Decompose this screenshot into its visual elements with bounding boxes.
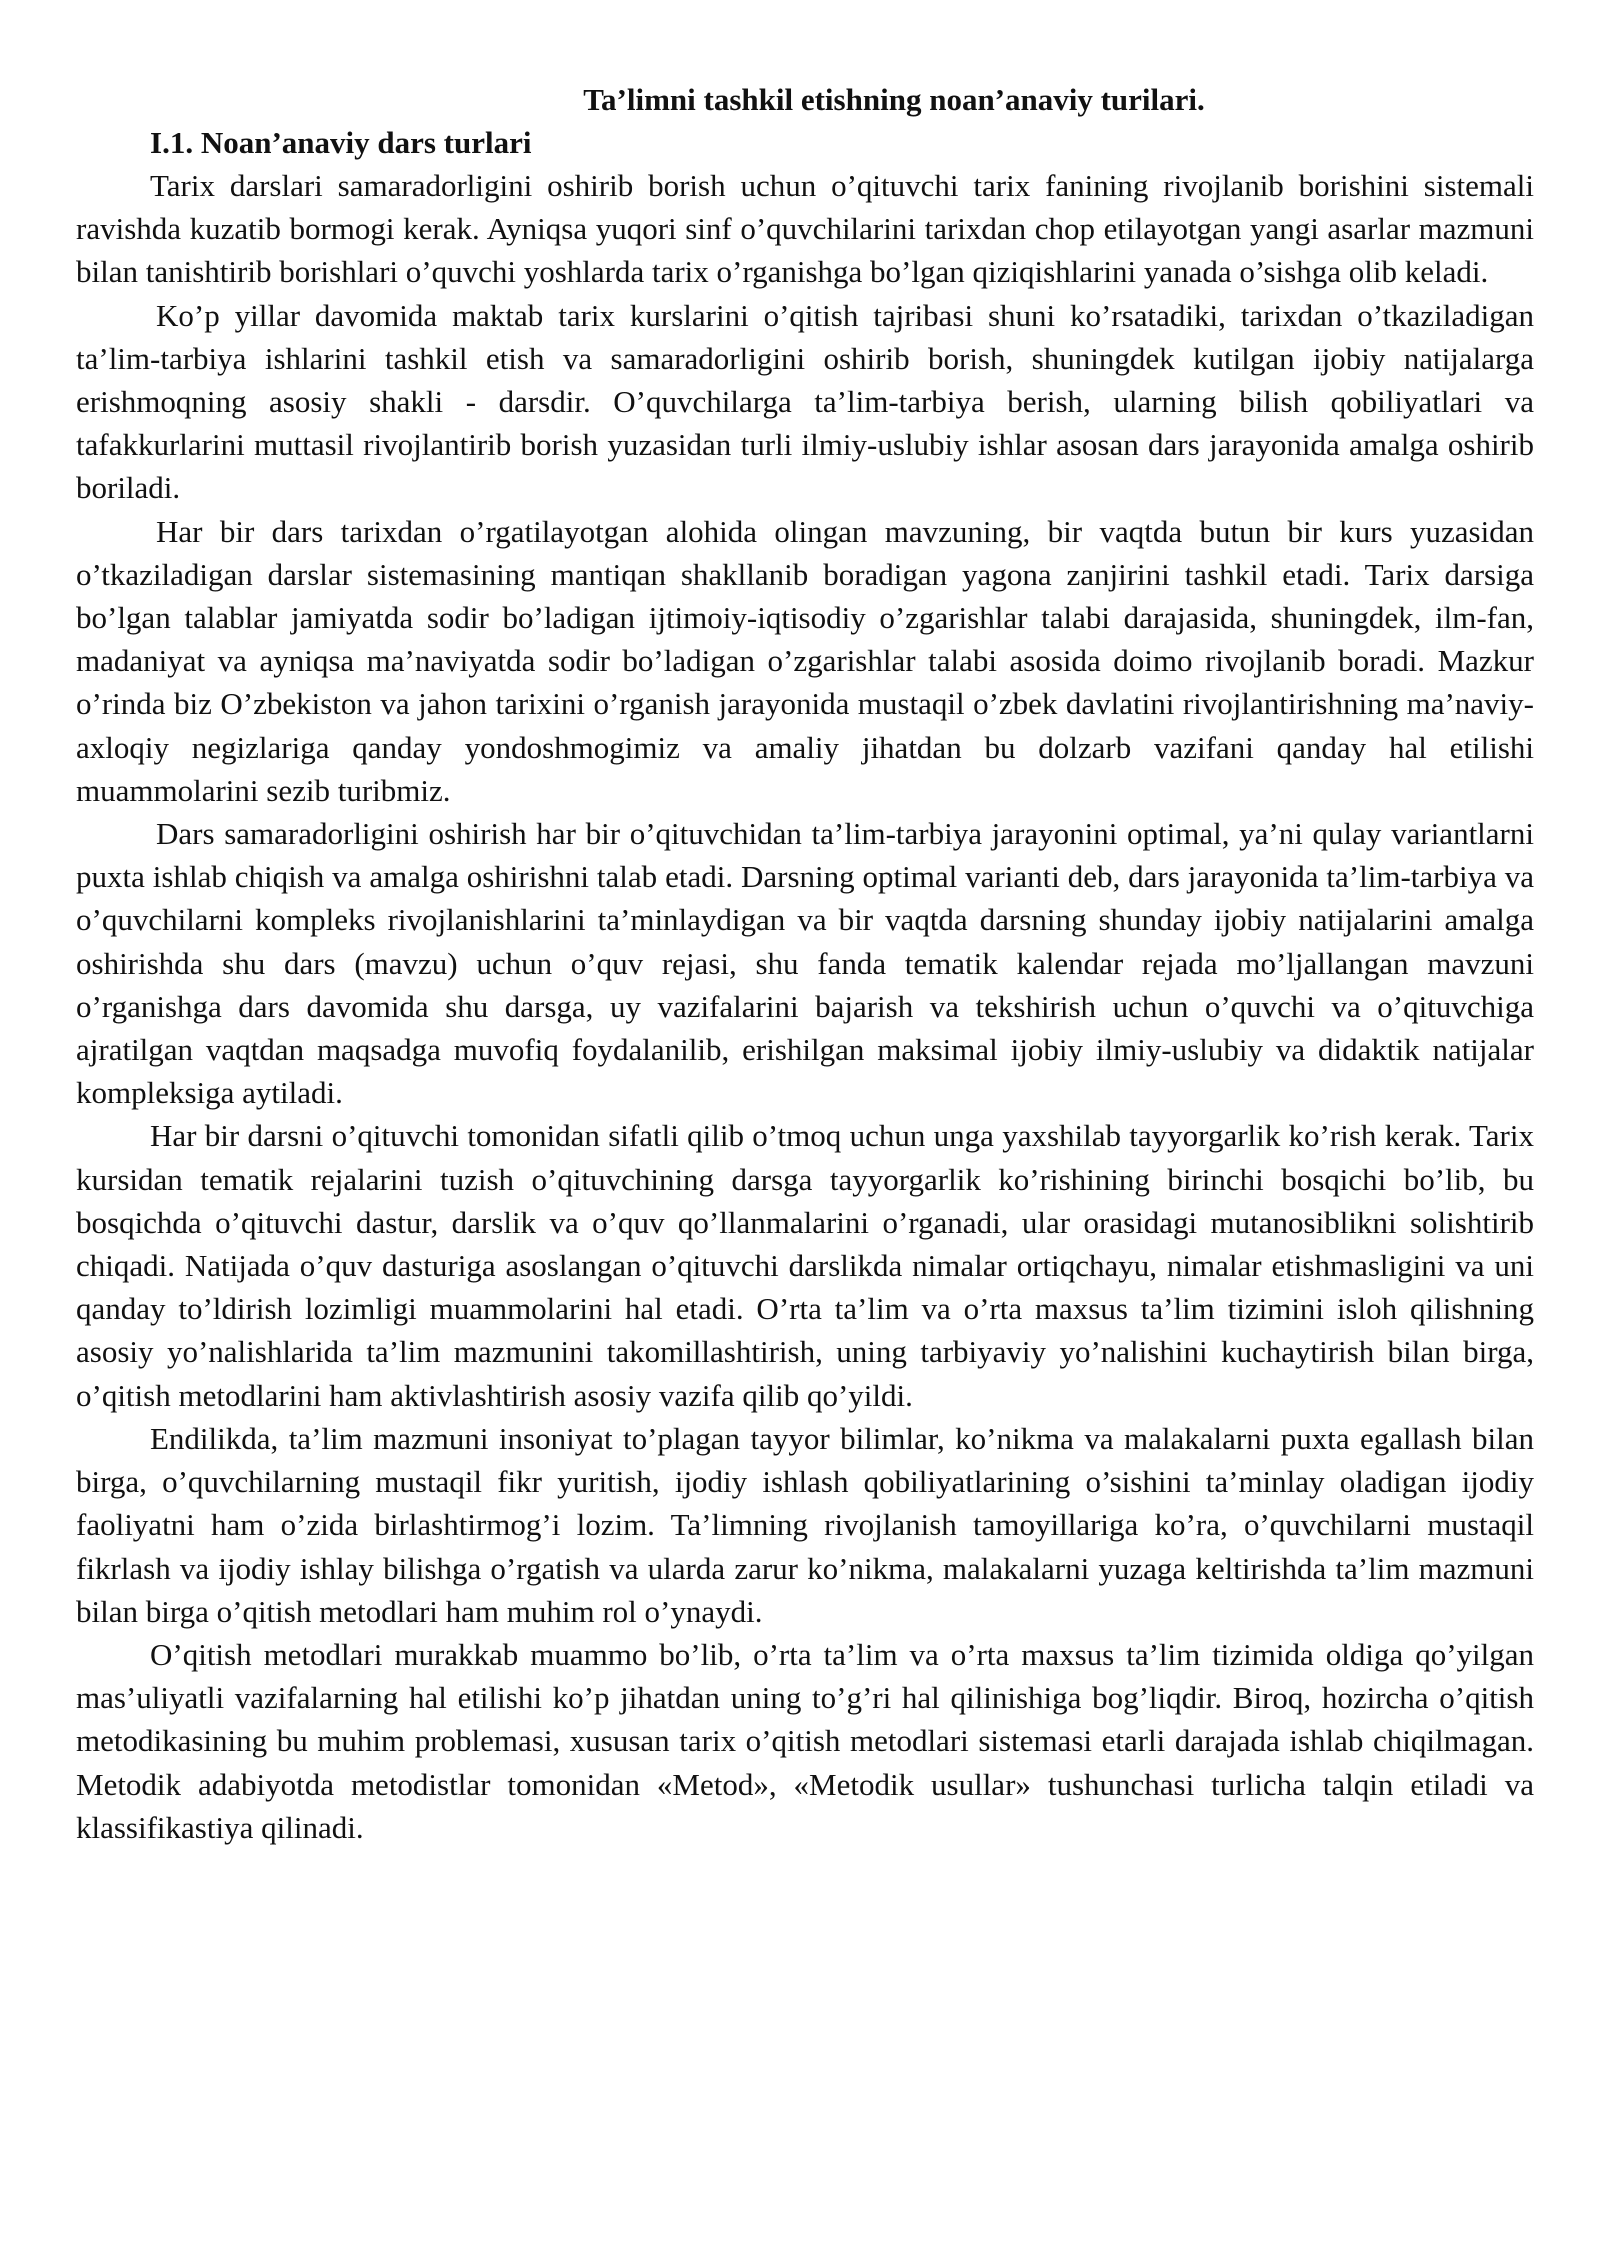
paragraph: Ko’p yillar davomida maktab tarix kurslarini o’qitish tajribasi shuni ko’rsatadiki, tarixdan o’tkaziladigan ta’lim-tarbiya ishlarini tashkil etish va samaradorligini oshirib borish, shuningdek kutilgan ijobiy natijalarga erishmoqning asosiy shakli - darsdir. O’quvchilarga ta’lim-tarbiya berish, ularning bilish qobiliyatlari va tafakkurlarini muttasil rivojlantirib borish yuzasidan turli ilmiy-uslubiy ishlar asosan dars jarayonida amalga oshirib boriladi. [76,297,1534,506]
section-heading: I.1. Noan’anaviy dars turlari [150,125,532,160]
paragraph: Tarix darslari samaradorligini oshirib borish uchun o’qituvchi tarix fanining rivojlanib borishini sistemali ravishda kuzatib bormogi kerak. Ayniqsa yuqori sinf o’quvchilarini tarixdan chop etilayotgan yangi asarlar mazmuni bilan tanishtirib borishlari o’quvchi yoshlarda tarix o’rganishga bo’lgan qiziqishlarini yanada o’sishga olib keladi. [76,168,1534,290]
paragraph: Har bir darsni o’qituvchi tomonidan sifatli qilib o’tmoq uchun unga yaxshilab tayyorgarlik ko’rish kerak. Tarix kursidan tematik rejalarini tuzish o’qituvchining darsga tayyorgarlik ko’rishining birinchi bosqichi bo’lib, bu bosqichda o’qituvchi dastur, darslik va o’quv qo’llanmalarini o’rganadi, ular orasidagi mutanosiblikni solishtirib chiqadi. Natijada o’quv dasturiga asoslangan o’qituvchi darslikda nimalar ortiqchayu, nimalar etishmasligini va uni qanday to’ldirish lozimligi muammolarini hal etadi. O’rta ta’lim va o’rta maxsus ta’lim tizimini isloh qilishning asosiy yo’nalishlarida ta’lim mazmunini takomillashtirish, uning tarbiyaviy yo’nalishini kuchaytirish bilan birga, o’qitish metodlarini ham aktivlashtirish asosiy vazifa qilib qo’yildi. [76,1118,1534,1413]
paragraph: Dars samaradorligini oshirish har bir o’qituvchidan ta’lim-tarbiya jarayonini optimal, ya’ni qulay variantlarni puxta ishlab chiqish va amalga oshirishni talab etadi. Darsning optimal varianti deb, dars jarayonida ta’lim-tarbiya va o’quvchilarni kompleks rivojlanishlarini ta’minlaydigan va bir vaqtda darsning shunday ijobiy natijalarini amalga oshirishda shu dars (mavzu) uchun o’quv rejasi, shu fanda tematik kalendar rejada mo’ljallangan mavzuni o’rganishga dars davomida shu darsga, uy vazifalarini bajarish va tekshirish uchun o’quvchi va o’qituvchiga ajratilgan vaqtdan maqsadga muvofiq foydalanilib, erishilgan maksimal ijobiy ilmiy-uslubiy va didaktik natijalar kompleksiga aytiladi. [76,816,1534,1111]
document-page [76,78,1534,1849]
paragraph: Har bir dars tarixdan o’rgatilayotgan alohida olingan mavzuning, bir vaqtda butun bir kurs yuzasidan o’tkaziladigan darslar sistemasining mantiqan shakllanib boradigan yagona zanjirini tashkil etadi. Tarix darsiga bo’lgan talablar jamiyatda sodir bo’ladigan ijtimoiy-iqtisodiy o’zgarishlar talabi darajasida, shuningdek, ilm-fan, madaniyat va ayniqsa ma’naviyatda sodir bo’ladigan o’zgarishlar talabi asosida doimo rivojlanib boradi. Mazkur o’rinda biz O’zbekiston va jahon tarixini o’rganish jarayonida mustaqil o’zbek davlatini rivojlantirishning ma’naviy-axloqiy negizlariga qanday yondoshmogimiz va amaliy jihatdan bu dolzarb vazifani qanday hal etilishi muammolarini sezib turibmiz. [76,513,1534,808]
paragraph: O’qitish metodlari murakkab muammo bo’lib, o’rta ta’lim va o’rta maxsus ta’lim tizimida oldiga qo’yilgan mas’uliyatli vazifalarning hal etilishi ko’p jihatdan uning to’g’ri hal qilinishiga bog’liqdir. Biroq, hozircha o’qitish metodikasining bu muhim problemasi, xususan tarix o’qitish metodlari sistemasi etarli darajada ishlab chiqilmagan. Metodik adabiyotda metodistlar tomonidan «Metod», «Metodik usullar» tushunchasi turlicha talqin etiladi va klassifikastiya qilinadi. [76,1636,1534,1845]
document-title: Ta’limni tashkil etishning noan’anaviy turilari. [583,82,1205,117]
paragraph: Endilikda, ta’lim mazmuni insoniyat to’plagan tayyor bilimlar, ko’nikma va malakalarni puxta egallash bilan birga, o’quvchilarning mustaqil fikr yuritish, ijodiy ishlash qobiliyatlarining o’sishini ta’minlay oladigan ijodiy faoliyatni ham o’zida birlashtirmog’i lozim. Ta’limning rivojlanish tamoyillariga ko’ra, o’quvchilarni mustaqil fikrlash va ijodiy ishlay bilishga o’rgatish va ularda zarur ko’nikma, malakalarni yuzaga keltirishda ta’lim mazmuni bilan birga o’qitish metodlari ham muhim rol o’ynaydi. [76,1420,1534,1629]
